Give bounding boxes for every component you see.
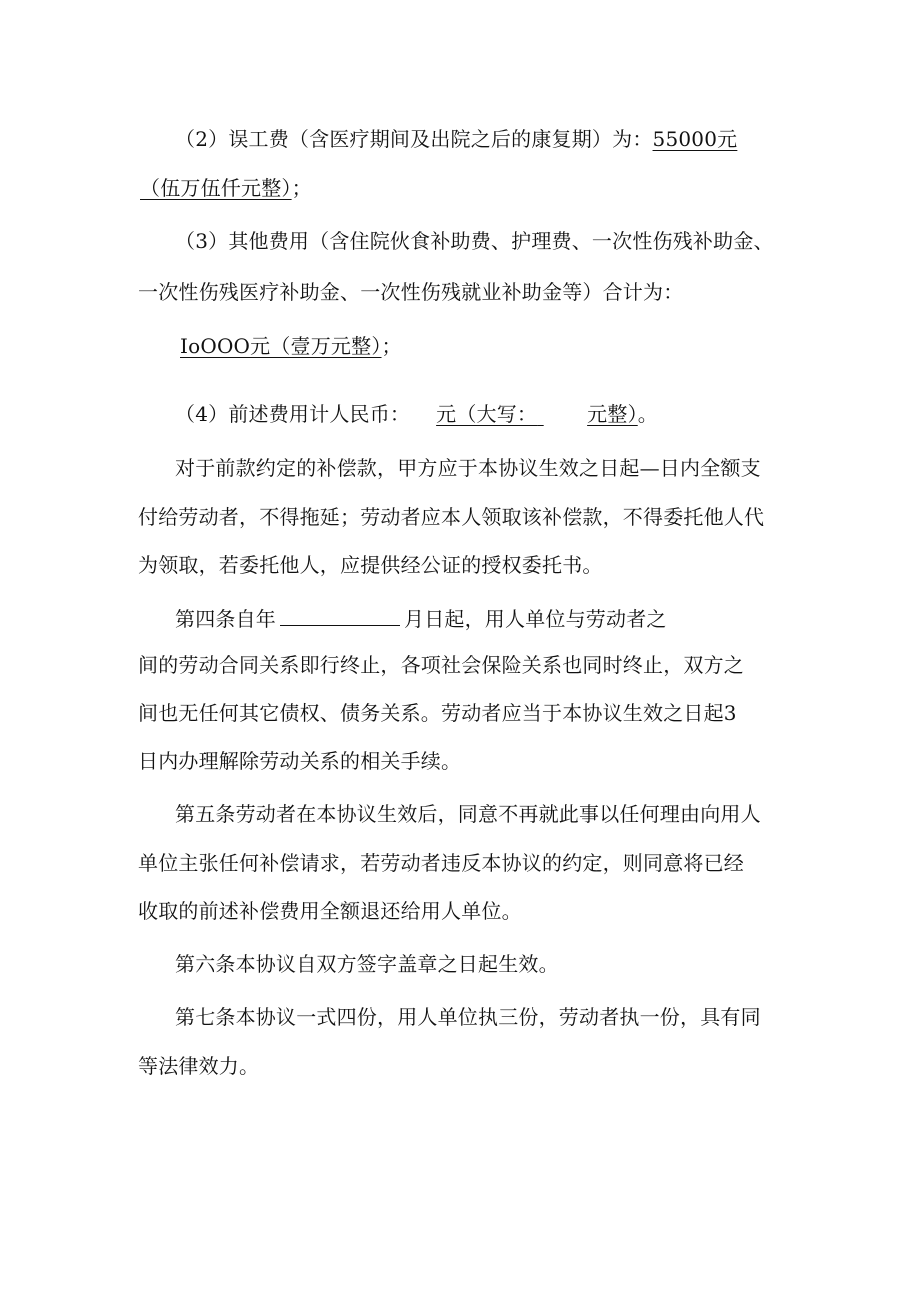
item2-amount: 55000元 (652, 127, 738, 151)
article4-start: 第四条自年 (175, 607, 276, 631)
item4-yuan-zheng: 元整） (587, 402, 638, 426)
item4-line (175, 401, 658, 427)
item4-prefix: （4）前述费用计人民币： (175, 402, 411, 426)
item3-line3 (180, 333, 402, 359)
article7-line1: 第七条本协议一式四份，用人单位执三份，劳动者执一份，具有同 (175, 1005, 761, 1029)
article7-line2: 等法律效力。 (138, 1054, 260, 1078)
article6-line1: 第六条本协议自双方签字盖章之日起生效。 (175, 952, 559, 976)
payment-line3: 为领取，若委托他人，应提供经公证的授权委托书。 (138, 553, 603, 577)
item2-text: （2）误工费（含医疗期间及出院之后的康复期）为： (175, 127, 653, 151)
item4-end: 。 (637, 402, 658, 426)
item4-yuan: 元（大写： (436, 402, 538, 426)
article5-line3: 收取的前述补偿费用全额退还给用人单位。 (138, 899, 522, 923)
item4-blank (537, 401, 587, 427)
article4-line4: 日内办理解除劳动关系的相关手续。 (138, 749, 462, 773)
article5-line2: 单位主张任何补偿请求，若劳动者违反本协议的约定，则同意将已经 (138, 851, 744, 875)
article4-line3: 间也无任何其它债权、债务关系。劳动者应当于本协议生效之日起3 (138, 701, 737, 725)
item3-line1: （3）其他费用（含住院伙食补助费、护理费、一次性伤残补助金、 (175, 229, 774, 253)
article4-blank (280, 603, 400, 626)
item3-end: ； (381, 334, 402, 358)
article4-line1 (175, 603, 667, 632)
article5-line1: 第五条劳动者在本协议生效后，同意不再就此事以任何理由向用人 (175, 802, 761, 826)
payment-line2: 付给劳动者，不得拖延；劳动者应本人领取该补偿款，不得委托他人代 (138, 505, 765, 529)
item2-end: ； (291, 176, 312, 200)
article4-line2: 间的劳动合同关系即行终止，各项社会保险关系也同时终止，双方之 (138, 653, 744, 677)
item2-line2 (140, 175, 312, 201)
item2-amount-words: （伍万伍仟元整） (140, 176, 292, 200)
item3-line2: 一次性伤残医疗补助金、一次性伤残就业补助金等）合计为： (138, 280, 684, 304)
item3-amount: IoOOO元（壹万元整） (180, 334, 382, 358)
article4-after-blank: 月日起，用人单位与劳动者之 (404, 607, 667, 631)
item2-line1 (175, 126, 737, 152)
payment-line1: 对于前款约定的补偿款，甲方应于本协议生效之日起—日内全额支 (175, 456, 761, 480)
